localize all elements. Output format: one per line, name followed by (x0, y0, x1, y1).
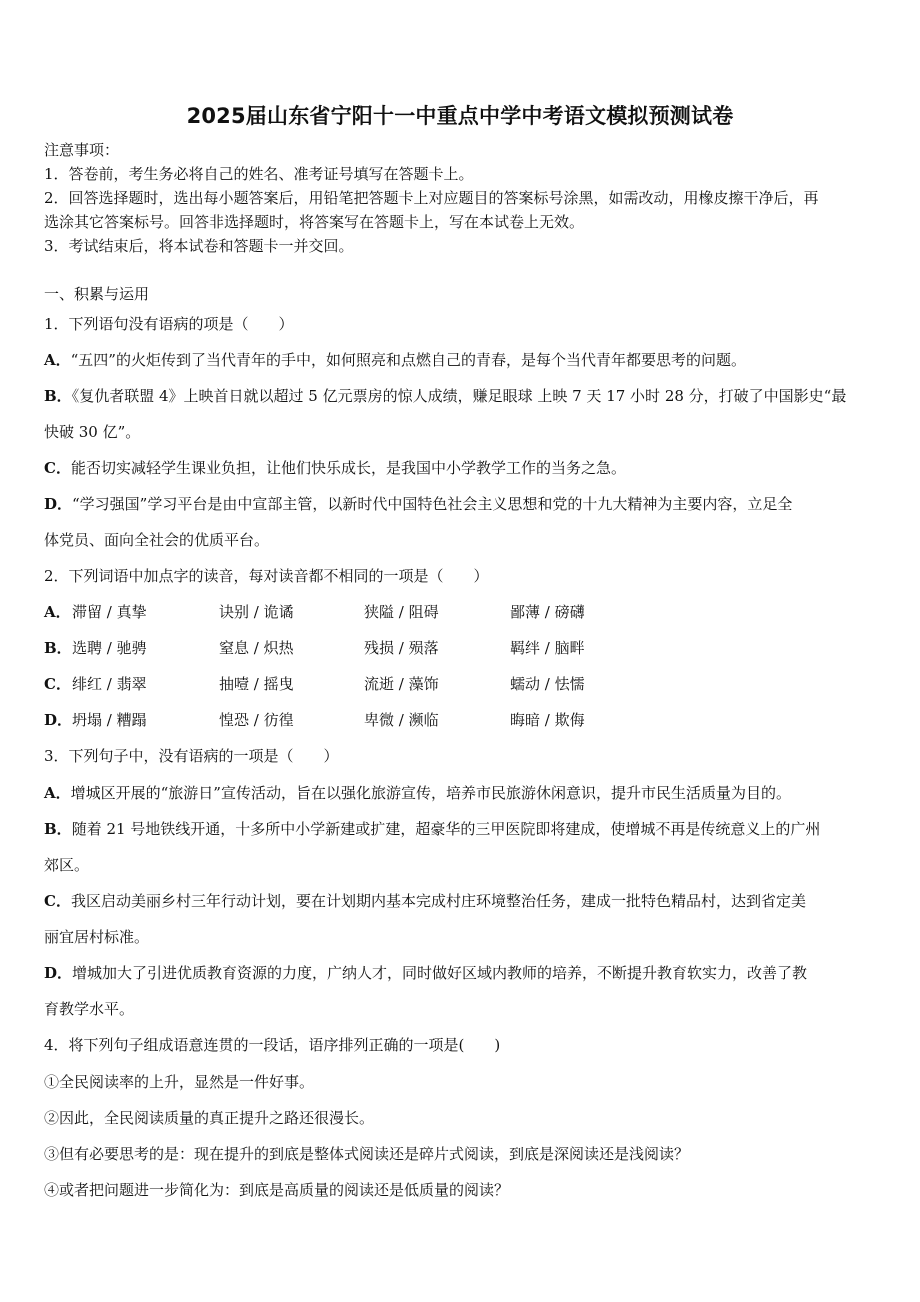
q1-option-c (44, 458, 880, 478)
q3-option-d-cont: 育教学水平。 (44, 1000, 135, 1018)
word-pair: 鄙薄 / 磅礴 (510, 603, 585, 621)
q2-stem: 2．下列词语中加点字的读音，每对读音都不相同的一项是（ ） (44, 567, 489, 585)
option-label: C． (44, 675, 71, 693)
option-text: 随着 21 号地铁线开通，十多所中小学新建或扩建，超豪华的三甲医院即将建成，使增城不再是传统意义上的广州 (71, 820, 821, 838)
q3-stem: 3．下列句子中，没有语病的一项是（ ） (44, 747, 339, 765)
option-text: 增城加大了引进优质教育资源的力度，广纳人才，同时做好区域内教师的培养，不断提升教育软实力，改善了教 (72, 964, 808, 982)
q2-option-c (44, 674, 880, 694)
word-pair: 晦暗 / 欺侮 (510, 711, 585, 729)
q3-option-a (44, 783, 880, 803)
q3-option-c (44, 891, 880, 911)
q1-option-a (44, 350, 880, 370)
word-pair: 流逝 / 藻饰 (364, 675, 439, 693)
q3-option-b-cont: 郊区。 (44, 856, 90, 874)
option-label: A． (44, 603, 71, 621)
option-label: C． (44, 459, 71, 477)
q1-option-d-cont: 体党员、面向全社会的优质平台。 (44, 531, 270, 549)
notice-item-3: 3．考试结束后，将本试卷和答题卡一并交回。 (44, 237, 354, 255)
page-title: 2025届山东省宁阳十一中重点中学中考语文模拟预测试卷 (186, 104, 734, 128)
q1-option-d (44, 494, 880, 514)
section-heading: 一、积累与运用 (44, 285, 150, 303)
word-pair: 选聘 / 驰骋 (72, 639, 147, 657)
option-text: “五四”的火炬传到了当代青年的手中，如何照亮和点燃自己的青春，是每个当代青年都要思考的问题。 (70, 351, 746, 369)
q3-option-d (44, 963, 880, 983)
option-label: B． (44, 639, 72, 657)
option-label: B． (44, 820, 72, 838)
option-label: D． (44, 711, 73, 729)
word-pair: 滞留 / 真挚 (72, 603, 147, 621)
q4-stem: 4．将下列句子组成语意连贯的一段话，语序排列正确的一项是( ) (44, 1036, 501, 1054)
q4-sentence-2: ②因此，全民阅读质量的真正提升之路还很漫长。 (44, 1109, 375, 1127)
q3-option-b (44, 819, 880, 839)
option-text: 增城区开展的“旅游日”宣传活动，旨在以强化旅游宣传，培养市民旅游休闲意识，提升市民生活质量为目的。 (70, 784, 791, 802)
word-pair: 诀别 / 诡谲 (219, 603, 294, 621)
q4-sentence-4: ④或者把问题进一步简化为：到底是高质量的阅读还是低质量的阅读？ (44, 1181, 510, 1199)
word-pair: 卑微 / 濒临 (364, 711, 439, 729)
option-text: “学习强国”学习平台是由中宣部主管，以新时代中国特色社会主义思想和党的十九大精神为主要内容，立足全 (72, 495, 793, 513)
q1-stem: 1．下列语句没有语病的项是（ ） (44, 315, 294, 333)
word-pair: 蠕动 / 怯懦 (510, 675, 585, 693)
option-text: 能否切实减轻学生课业负担，让他们快乐成长，是我国中小学教学工作的当务之急。 (70, 459, 626, 477)
q2-option-d (44, 710, 880, 730)
word-pair: 残损 / 殒落 (364, 639, 439, 657)
notice-item-2: 2．回答选择题时，选出每小题答案后，用铅笔把答题卡上对应题目的答案标号涂黑，如需改动，用橡皮擦干净后，再 (44, 189, 819, 207)
word-pair: 抽噎 / 摇曳 (219, 675, 294, 693)
q2-option-b (44, 638, 880, 658)
q1-option-b (44, 386, 880, 406)
word-pair: 绯红 / 翡翠 (72, 675, 147, 693)
option-text: 我区启动美丽乡村三年行动计划，要在计划期内基本完成村庄环境整治任务，建成一批特色精品村，达到省定美 (70, 892, 806, 910)
q4-sentence-1: ①全民阅读率的上升，显然是一件好事。 (44, 1073, 315, 1091)
notice-item-2-cont: 选涂其它答案标号。回答非选择题时，将答案写在答题卡上，写在本试卷上无效。 (44, 213, 585, 231)
q1-option-b-cont: 快破 30 亿”。 (44, 423, 141, 441)
word-pair: 羁绊 / 脑畔 (510, 639, 585, 657)
option-text: 《复仇者联盟 4》上映首日就以超过 5 亿元票房的惊人成绩，赚足眼球 上映 7 天 17 小时 28 分，打破了中国影史“最 (71, 387, 847, 405)
q2-option-a (44, 602, 880, 622)
word-pair: 窒息 / 炽热 (219, 639, 294, 657)
option-label: B． (44, 387, 72, 405)
option-label: D． (44, 495, 73, 513)
word-pair: 惶恐 / 彷徨 (219, 711, 294, 729)
option-label: D． (44, 964, 73, 982)
q4-sentence-3: ③但有必要思考的是：现在提升的到底是整体式阅读还是碎片式阅读，到底是深阅读还是浅阅读？ (44, 1145, 690, 1163)
option-label: C． (44, 892, 71, 910)
notice-heading: 注意事项： (44, 141, 120, 159)
option-label: A． (44, 784, 71, 802)
word-pair: 狭隘 / 阻碍 (364, 603, 439, 621)
option-label: A． (44, 351, 71, 369)
notice-item-1: 1．答卷前，考生务必将自己的姓名、准考证号填写在答题卡上。 (44, 165, 474, 183)
word-pair: 坍塌 / 糟蹋 (72, 711, 147, 729)
q3-option-c-cont: 丽宜居村标准。 (44, 928, 150, 946)
